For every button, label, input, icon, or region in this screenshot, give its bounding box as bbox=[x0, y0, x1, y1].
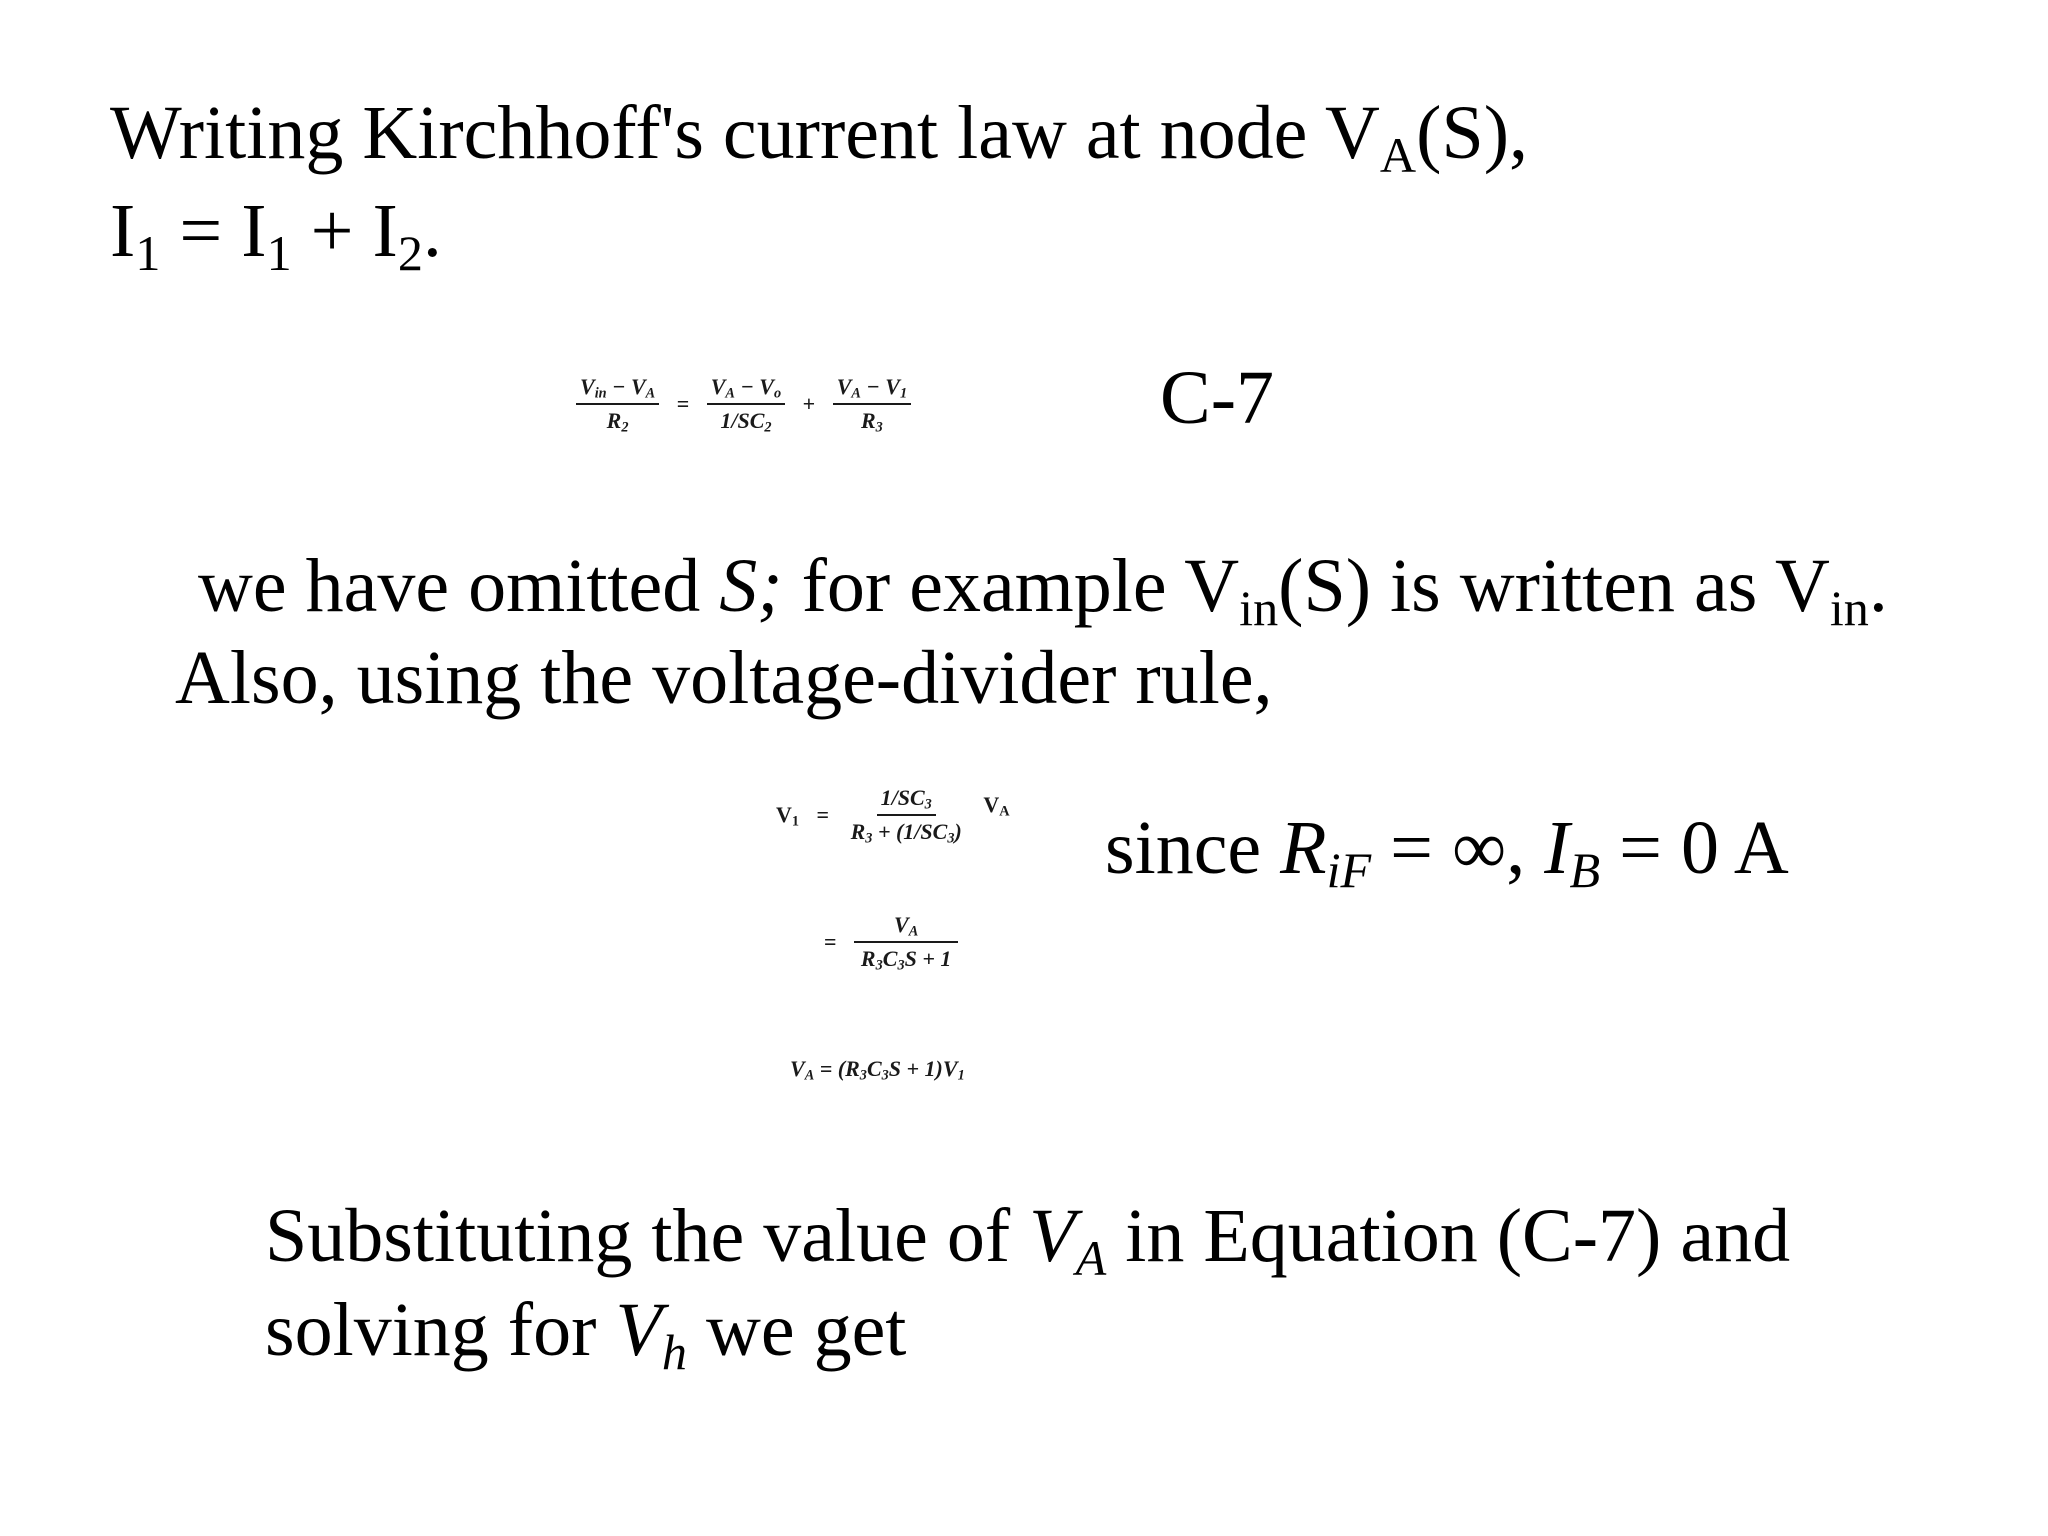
subscript bbox=[1076, 1230, 1107, 1286]
subscript: o bbox=[773, 385, 782, 402]
symbol: V bbox=[894, 912, 909, 937]
subscript: A bbox=[1379, 127, 1417, 184]
equation-divider-1 bbox=[770, 785, 1016, 845]
subscript: A bbox=[999, 803, 1010, 820]
since-condition bbox=[1105, 806, 1789, 899]
denominator bbox=[716, 405, 775, 434]
symbol: 1/SC bbox=[880, 785, 925, 810]
va-symbol bbox=[983, 792, 1009, 818]
symbol-v: V bbox=[1029, 1194, 1076, 1278]
subscript: 3 bbox=[865, 830, 873, 847]
subscript: 3 bbox=[924, 796, 932, 813]
note-text: for example V bbox=[782, 544, 1240, 628]
symbol: 1/SC bbox=[720, 408, 765, 433]
symbol: C bbox=[866, 1056, 882, 1081]
since-text: = 0 A bbox=[1600, 806, 1789, 890]
subscript-text: B bbox=[1569, 842, 1601, 899]
fraction-term-1 bbox=[707, 374, 785, 434]
subscript: A bbox=[908, 923, 919, 940]
closing-line-2 bbox=[265, 1288, 907, 1381]
symbol: V bbox=[710, 374, 726, 399]
plus-sign: + bbox=[802, 391, 816, 416]
v1-symbol bbox=[776, 802, 799, 828]
current-symbol: I bbox=[110, 189, 136, 273]
symbol: S + 1)V bbox=[888, 1056, 958, 1081]
note-line-1 bbox=[198, 544, 1888, 637]
symbol: − V bbox=[606, 374, 646, 399]
subscript: 2 bbox=[397, 225, 423, 282]
symbol: R bbox=[860, 408, 876, 433]
subscript: 1 bbox=[957, 1067, 965, 1084]
subscript-text: h bbox=[661, 1324, 687, 1381]
denominator bbox=[847, 816, 966, 845]
numerator bbox=[854, 912, 958, 943]
subscript: 1 bbox=[899, 385, 908, 402]
period: . bbox=[1868, 544, 1888, 628]
equation-label-c7: C-7 bbox=[1160, 356, 1274, 440]
heading-line-2 bbox=[110, 189, 442, 282]
symbol: V bbox=[983, 792, 1000, 818]
equals-sign: = bbox=[676, 391, 690, 416]
since-text: since bbox=[1105, 806, 1281, 890]
note-line-2: Also, using the voltage-divider rule, bbox=[175, 636, 1273, 720]
symbol: S + 1 bbox=[904, 946, 952, 971]
subscript: 3 bbox=[947, 830, 955, 847]
note-text: we have omitted bbox=[198, 544, 720, 628]
subscript: 1 bbox=[791, 813, 800, 830]
closing-text: we get bbox=[686, 1288, 907, 1372]
symbol: C bbox=[882, 946, 898, 971]
fraction-divider bbox=[847, 785, 966, 845]
symbol-r: R bbox=[1280, 806, 1327, 890]
subscript: 3 bbox=[875, 957, 883, 974]
symbol: V bbox=[776, 802, 792, 827]
symbol-i: I bbox=[1544, 806, 1570, 890]
closing-text: Substituting the value of bbox=[265, 1194, 1030, 1278]
symbol: R bbox=[606, 408, 622, 433]
subscript: A bbox=[851, 385, 861, 402]
numerator bbox=[707, 374, 785, 405]
symbol: V bbox=[836, 374, 852, 399]
subscript: 1 bbox=[266, 225, 292, 282]
numerator bbox=[833, 374, 911, 405]
subscript: 3 bbox=[859, 1067, 867, 1084]
heading-text-suffix: (S), bbox=[1416, 91, 1529, 175]
subscript: A bbox=[804, 1067, 815, 1084]
denominator bbox=[857, 405, 887, 434]
subscript: 1 bbox=[135, 225, 161, 282]
subscript: 2 bbox=[764, 419, 772, 436]
equation-divider-2 bbox=[818, 912, 964, 972]
subscript-text: iF bbox=[1326, 842, 1372, 899]
symbol: − V bbox=[860, 374, 900, 399]
denominator bbox=[857, 943, 955, 972]
note-text: (S) is written as V bbox=[1278, 544, 1830, 628]
since-text: = ∞, bbox=[1371, 806, 1545, 890]
symbol: V bbox=[580, 374, 595, 399]
denominator bbox=[603, 405, 633, 434]
subscript bbox=[1327, 842, 1372, 898]
numerator bbox=[576, 374, 659, 405]
closing-line-1 bbox=[265, 1194, 1791, 1287]
heading-text: Writing Kirchhoff's current law at node V bbox=[110, 91, 1380, 175]
subscript: in bbox=[1829, 580, 1869, 637]
symbol: ) bbox=[954, 819, 962, 844]
fraction-term-2 bbox=[833, 374, 911, 434]
subscript: A bbox=[725, 385, 735, 402]
symbol: R bbox=[860, 946, 876, 971]
heading-line-1 bbox=[110, 91, 1529, 184]
equation-c7 bbox=[570, 374, 917, 434]
italic-s: S; bbox=[719, 544, 783, 628]
equals-sign: = bbox=[816, 802, 830, 827]
subscript-text: A bbox=[1075, 1230, 1107, 1287]
subscript bbox=[662, 1324, 687, 1380]
symbol: − V bbox=[734, 374, 774, 399]
period: . bbox=[422, 189, 442, 273]
closing-text: solving for bbox=[265, 1288, 616, 1372]
fraction-lhs bbox=[576, 374, 659, 434]
fraction-simplified bbox=[854, 912, 958, 972]
subscript: 2 bbox=[621, 419, 629, 436]
equals-current: = I bbox=[160, 189, 267, 273]
numerator bbox=[877, 785, 936, 816]
plus-current: + I bbox=[291, 189, 398, 273]
equals-sign: = bbox=[824, 929, 837, 954]
subscript: in bbox=[1239, 580, 1279, 637]
subscript: 3 bbox=[897, 957, 905, 974]
subscript: in bbox=[594, 385, 607, 402]
subscript: A bbox=[645, 385, 656, 402]
subscript bbox=[1570, 842, 1601, 898]
closing-text: in Equation (C-7) and bbox=[1106, 1194, 1791, 1278]
subscript: 3 bbox=[875, 419, 883, 436]
equation-divider-3 bbox=[790, 1056, 965, 1082]
symbol: R bbox=[850, 819, 866, 844]
symbol: V bbox=[790, 1056, 805, 1081]
symbol: + (1/SC bbox=[872, 819, 948, 844]
subscript: 3 bbox=[881, 1067, 889, 1084]
symbol-v: V bbox=[615, 1288, 662, 1372]
symbol: = (R bbox=[814, 1056, 860, 1081]
